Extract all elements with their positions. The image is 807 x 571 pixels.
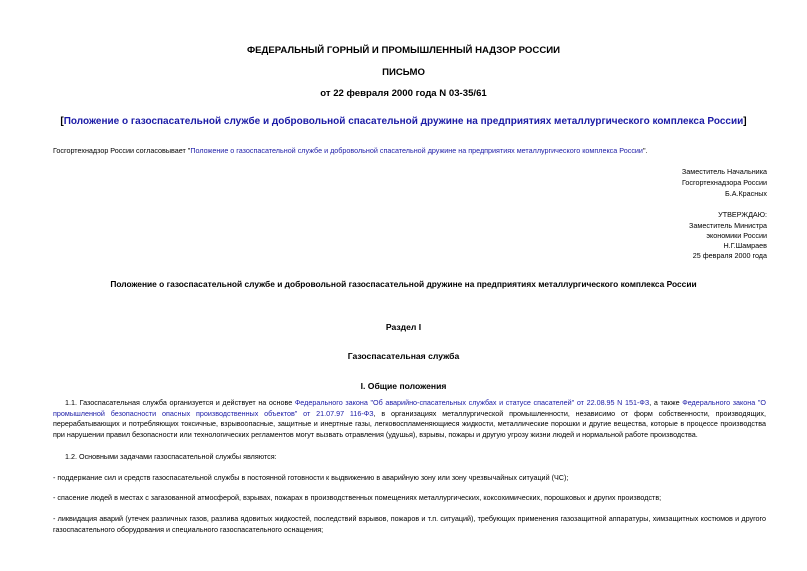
doc-heading-link-row <box>0 116 807 127</box>
document-title: Положение о газоспасательной службе и добровольной газоспасательной дружине на предприятиях металлургического комплекса России <box>110 279 697 289</box>
section-label: Раздел I <box>385 322 422 332</box>
bullet-item <box>53 473 766 484</box>
approval-title: Заместитель Министра <box>689 221 767 230</box>
subsection-heading: I. Общие положения <box>360 381 447 391</box>
p1-1-text-a: 1.1. Газоспасательная служба организуется и действует на основе <box>65 398 295 407</box>
agency-heading: ФЕДЕРАЛЬНЫЙ ГОРНЫЙ И ПРОМЫШЛЕННЫЙ НАДЗОР РОССИИ <box>246 45 561 56</box>
p1-1-text-b: , а также <box>649 398 683 407</box>
p1-1-text-c: , в организациях металлургической промышленности, независимо от форм собственности, производящих, перерабатывающих и потребляющих токсичные, взрывоопасные, защитные и инертные газы, легковоспламеняющиеся жидкости, металлические порошки и другие вещества, которые в процессе производства при нарушении правил безопасности или технологических регламентов могут вызвать отравления (удушья), взрывы, пожары и другую угрозу жизни людей и нормальной работе производства. <box>53 408 766 439</box>
signature-title: Заместитель Начальника <box>681 167 767 176</box>
approval-heading: УТВЕРЖДАЮ: <box>718 210 767 219</box>
bullet-3-text: - ликвидация аварий (утечек различных газов, разлива ядовитых жидкостей, последствий взрывов, пожаров и т.п. ситуаций), требующих применения газозащитной аппаратуры, химзащитных костюмов и другого газоспасательного оборудования и специального газоспасательного оснащения; <box>53 514 766 534</box>
approval-ministry: экономики России <box>706 231 767 240</box>
p1-2-text: 1.2. Основными задачами газоспасательной службы являются: <box>65 452 277 461</box>
paragraph-1-1 <box>53 398 766 440</box>
bullet-2-text: - спасение людей в местах с загазованной атмосферой, взрывах, пожарах в производственных помещениях металлургических, коксохимических, порошковых и других производств; <box>53 493 662 502</box>
doc-date-line: от 22 февраля 2000 года N 03-35/61 <box>320 88 487 99</box>
law-151-link[interactable]: Федерального закона "Об аварийно-спасательных службах и статусе спасателей" от 22.08.95 N 151-ФЗ <box>294 398 650 407</box>
approval-date: 25 февраля 2000 года <box>692 251 767 260</box>
intro-paragraph <box>53 146 648 155</box>
bracket-open: [ <box>60 116 64 127</box>
intro-suffix: ". <box>642 146 648 155</box>
signature-org: Госгортехнадзора России <box>681 178 767 187</box>
intro-prefix: Госгортехнадзор России согласовывает " <box>53 146 191 155</box>
bullet-item <box>53 514 766 535</box>
doc-type-heading: ПИСЬМО <box>382 67 425 78</box>
approval-name: Н.Г.Шамраев <box>723 241 767 250</box>
intro-link[interactable]: Положение о газоспасательной службе и добровольной спасательной дружине на предприятиях металлургического комплекса России <box>190 146 643 155</box>
bullet-item <box>53 493 766 504</box>
section-name: Газоспасательная служба <box>347 351 460 361</box>
bracket-close: ] <box>743 116 747 127</box>
doc-heading-link[interactable]: Положение о газоспасательной службе и добровольной спасательной дружине на предприятиях металлургического комплекса России <box>63 116 744 127</box>
signature-name: Б.А.Красных <box>724 189 767 198</box>
paragraph-1-2 <box>53 452 766 463</box>
bullet-1-text: - поддержание сил и средств газоспасательной службы в постоянной готовности к выдвижению в аварийную зону или зону чрезвычайных ситуаций (ЧС); <box>53 473 569 482</box>
law-116-link[interactable]: Федерального закона "О промышленной безопасности опасных производственных объектов" от 21.07.97 116-ФЗ <box>53 398 766 418</box>
